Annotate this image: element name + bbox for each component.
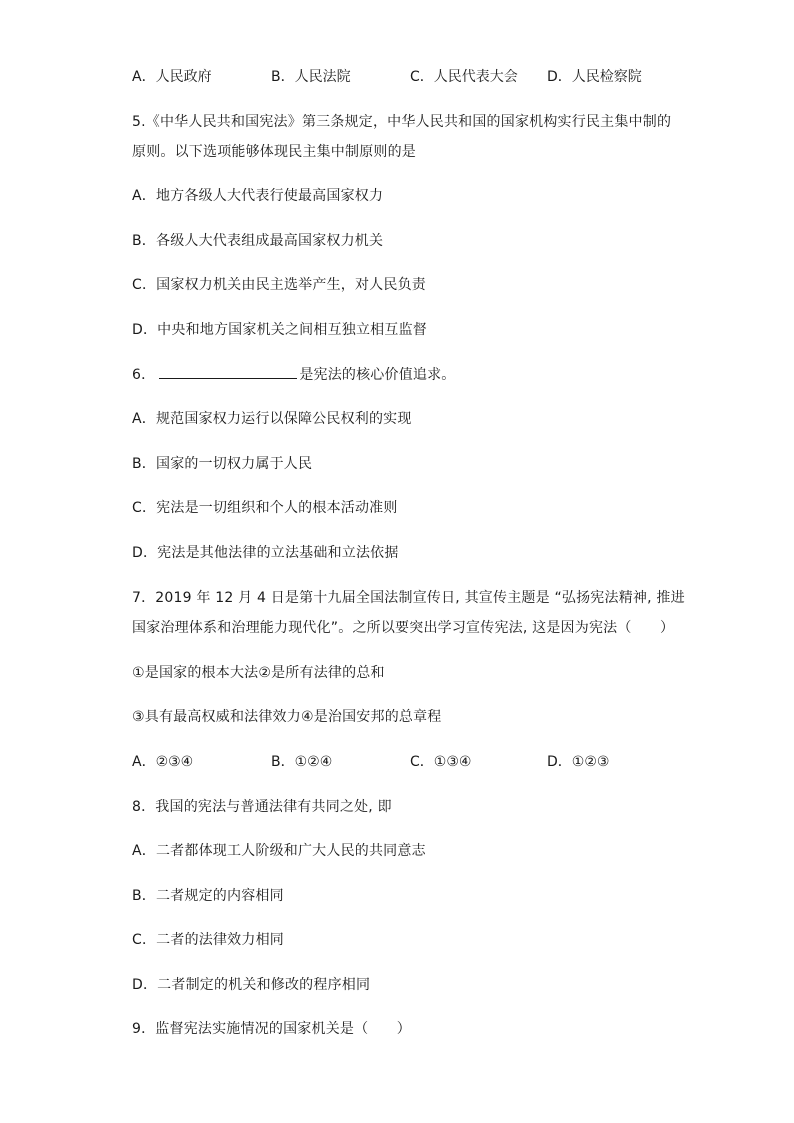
- q7-option-a: A．②③④: [132, 754, 194, 770]
- q6-stem-tail: 是宪法的核心价值追求。: [299, 367, 456, 383]
- q8-stem: 8．我国的宪法与普通法律有共同之处, 即: [132, 799, 392, 815]
- q7-option-c: C．①③④: [410, 754, 472, 770]
- q7-stem-line2: 国家治理体系和治理能力现代化”。之所以要突出学习宣传宪法, 这是因为宪法（ ）: [132, 620, 675, 636]
- q4-option-b: B．人民法院: [271, 69, 351, 85]
- q6-answer-blank: [159, 364, 297, 379]
- q5-option-a: A．地方各级人大代表行使最高国家权力: [132, 188, 384, 204]
- q6-option-d: D．宪法是其他法律的立法基础和立法依据: [132, 545, 399, 561]
- q7-option-b: B．①②④: [271, 754, 333, 770]
- q8-option-c: C．二者的法律效力相同: [132, 932, 284, 948]
- q7-item-line1: ①是国家的根本大法②是所有法律的总和: [132, 665, 385, 681]
- q7-options: [132, 751, 692, 771]
- q7-item-line2: ③具有最高权威和法律效力④是治国安邦的总章程: [132, 709, 442, 725]
- q4-option-a: A．人民政府: [132, 69, 212, 85]
- q5-option-c: C．国家权力机关由民主选举产生，对人民负责: [132, 277, 426, 293]
- q6-stem: [132, 364, 456, 384]
- q5-option-b: B．各级人大代表组成最高国家权力机关: [132, 233, 384, 249]
- q6-option-b: B．国家的一切权力属于人民: [132, 456, 313, 472]
- q9-stem: 9．监督宪法实施情况的国家机关是（ ）: [132, 1021, 411, 1037]
- q6-option-a: A．规范国家权力运行以保障公民权利的实现: [132, 411, 412, 427]
- q4-options: [132, 66, 692, 86]
- q4-option-d: D．人民检察院: [547, 69, 642, 85]
- q6-number: 6．: [132, 367, 156, 383]
- q8-option-b: B．二者规定的内容相同: [132, 888, 284, 904]
- q4-option-c: C．人民代表大会: [410, 69, 518, 85]
- q7-option-d: D．①②③: [547, 754, 610, 770]
- q8-option-d: D．二者制定的机关和修改的程序相同: [132, 977, 371, 993]
- q8-option-a: A．二者都体现工人阶级和广大人民的共同意志: [132, 843, 426, 859]
- q5-option-d: D．中央和地方国家机关之间相互独立相互监督: [132, 322, 427, 338]
- q7-stem-line1: 7．2019 年 12 月 4 日是第十九届全国法制宣传日, 其宣传主题是 “弘扬宪法精神, 推进: [132, 590, 685, 606]
- q6-option-c: C．宪法是一切组织和个人的根本活动准则: [132, 500, 398, 516]
- q5-stem-line2: 原则。以下选项能够体现民主集中制原则的是: [132, 144, 416, 160]
- q5-stem-line1: 5.《中华人民共和国宪法》第三条规定，中华人民共和国的国家机构实行民主集中制的: [132, 114, 672, 130]
